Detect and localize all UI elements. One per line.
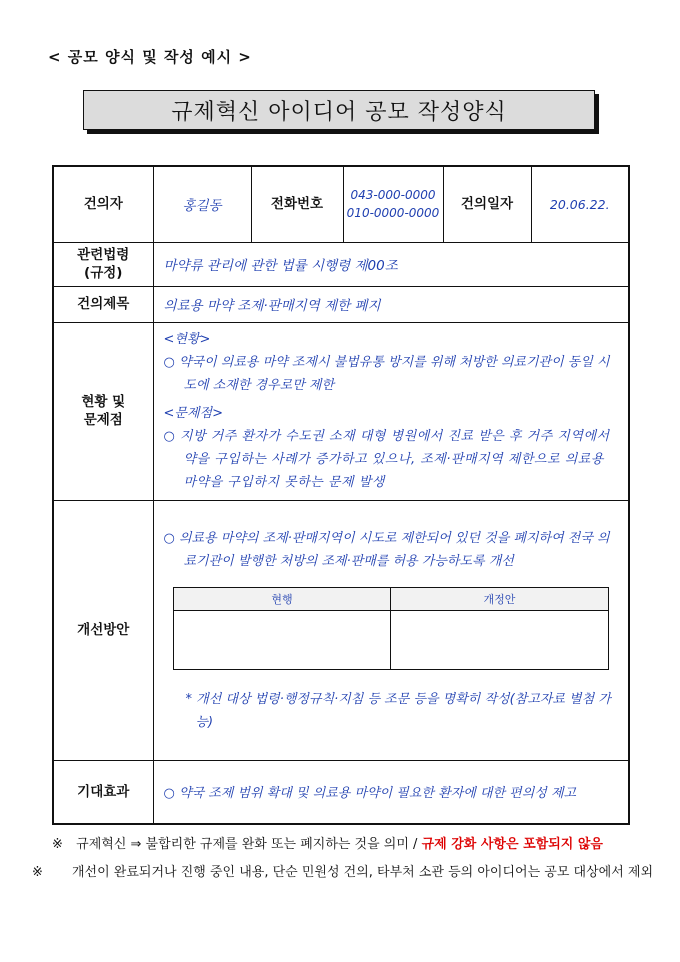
law-label bbox=[53, 242, 153, 286]
footnote-1 bbox=[52, 832, 642, 858]
revised-cell bbox=[391, 610, 609, 669]
phone-values bbox=[343, 166, 443, 242]
status-content bbox=[153, 322, 629, 500]
proposer-value: 홍길동 bbox=[153, 166, 251, 242]
problem-text: ○ 지방 거주 환자가 수도권 소재 대형 병원에서 진료 받은 후 거주 지역에서 약을 구입하는 사례가 증가하고 있으나, 조제·판매지역 제한으로 의료용 마약을 구입하지 못하는 문제 발생 bbox=[163, 428, 610, 490]
law-label-line2: (규정) bbox=[84, 265, 123, 281]
footnote-2-text: 개선이 완료되거나 진행 중인 내용, 단순 민원성 건의, 타부처 소관 등의 아이디어는 공모 대상에서 제외 bbox=[72, 865, 653, 880]
effect-label: 기대효과 bbox=[53, 760, 153, 824]
improve-text: ○ 의료용 마약의 조제·판매지역이 시도로 제한되어 있던 것을 폐지하여 전국 의료기관이 발행한 처방의 조제·판매를 허용 가능하도록 개선 bbox=[163, 530, 610, 569]
form-title-text: 규제혁신 아이디어 공모 작성양식 bbox=[171, 99, 507, 125]
subject-value: 의료용 마약 조제·판매지역 제한 폐지 bbox=[153, 286, 629, 322]
subject-label: 건의제목 bbox=[53, 286, 153, 322]
form-title bbox=[83, 90, 595, 130]
footnote-1-text: 규제혁신 ⇒ 불합리한 규제를 완화 또는 폐지하는 것을 의미 / bbox=[76, 837, 418, 852]
proposer-label: 건의자 bbox=[53, 166, 153, 242]
status-label bbox=[53, 322, 153, 500]
footnote-1-mark: ※ bbox=[52, 837, 63, 852]
date-label: 건의일자 bbox=[443, 166, 531, 242]
status-row bbox=[53, 322, 629, 500]
law-value: 마약류 관리에 관한 법률 시행령 제00조 bbox=[153, 242, 629, 286]
phone-label: 전화번호 bbox=[251, 166, 343, 242]
problem-title: <문제점> bbox=[163, 405, 223, 421]
footnote-2 bbox=[32, 860, 662, 886]
improve-label: 개선방안 bbox=[53, 500, 153, 760]
col-revised-header: 개정안 bbox=[391, 587, 609, 610]
date-value: 20.06.22. bbox=[531, 166, 629, 242]
comparison-table bbox=[173, 587, 609, 670]
proposer-row bbox=[53, 166, 629, 242]
improve-content bbox=[153, 500, 629, 760]
phone-office: 043-000-0000 bbox=[350, 188, 436, 203]
law-row bbox=[53, 242, 629, 286]
effect-value: ○ 약국 조제 범위 확대 및 의료용 마약이 필요한 환자에 대한 편의성 제고 bbox=[153, 760, 629, 824]
current-text: ○ 약국이 의료용 마약 조제시 불법유통 방지를 위해 처방한 의료기관이 동일 시도에 소재한 경우로만 제한 bbox=[163, 354, 610, 393]
page-heading: < 공모 양식 및 작성 예시 > bbox=[48, 48, 252, 66]
footnote-1-red: 규제 강화 사항은 포함되지 않음 bbox=[421, 837, 603, 852]
improve-note: * 개선 대상 법령·행정규칙·지침 등 조문 등을 명확히 작성(참고자료 별첨 가능) bbox=[185, 691, 611, 730]
status-label-line1: 현황 및 bbox=[81, 394, 126, 410]
proposal-form-table bbox=[52, 165, 630, 825]
current-cell bbox=[173, 610, 391, 669]
phone-mobile: 010-0000-0000 bbox=[346, 206, 440, 221]
col-current-header: 현행 bbox=[173, 587, 391, 610]
subject-row bbox=[53, 286, 629, 322]
current-title: <현황> bbox=[163, 331, 211, 347]
footnote-2-mark: ※ bbox=[32, 865, 43, 880]
law-label-line1: 관련법령 bbox=[77, 247, 130, 263]
effect-row bbox=[53, 760, 629, 824]
status-label-line2: 문제점 bbox=[83, 412, 123, 428]
improve-row bbox=[53, 500, 629, 760]
